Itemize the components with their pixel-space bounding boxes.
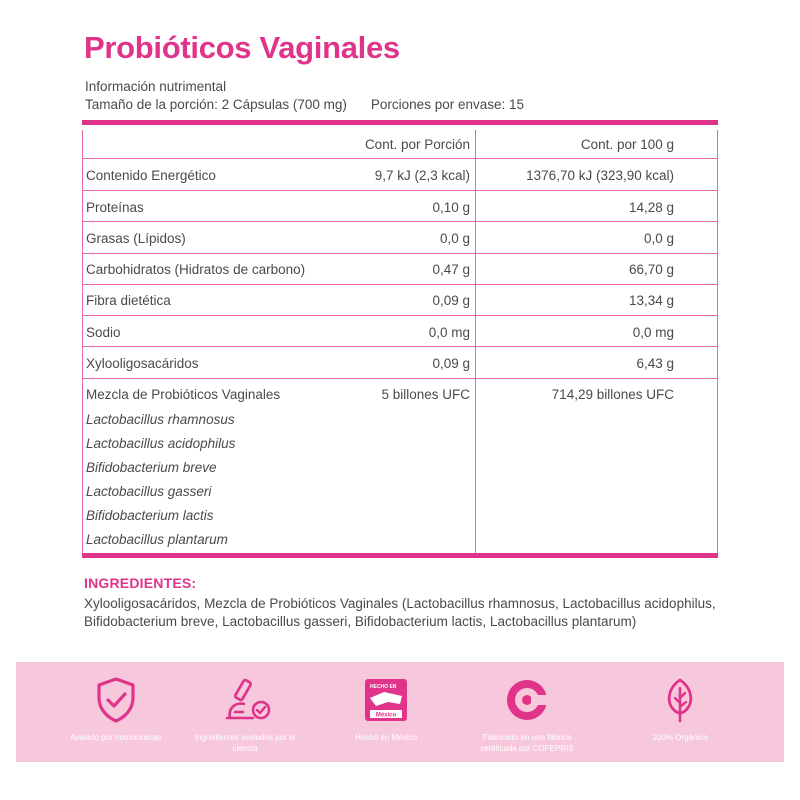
table-row-label: Xylooligosacáridos — [86, 356, 199, 371]
column-divider-right — [717, 130, 718, 553]
badge-mexico — [326, 676, 446, 743]
probiotic-strain: Bifidobacterium lactis — [86, 508, 214, 523]
product-title: Probióticos Vaginales — [84, 30, 400, 65]
table-row-label: Carbohidratos (Hidratos de carbono) — [86, 262, 306, 277]
table-row-per-100g: 0,0 g — [643, 231, 674, 246]
header-per-100g: Cont. por 100 g — [580, 137, 674, 152]
stamp-bottom-text: México — [375, 712, 397, 719]
table-row-per-serving: 0,09 g — [432, 293, 470, 308]
cofepris-icon — [503, 676, 551, 724]
shield-check-icon — [94, 676, 138, 724]
serving-info — [85, 97, 524, 112]
table-row-per-serving: 9,7 kJ (2,3 kcal) — [374, 168, 470, 183]
badge-caption: 100% Orgánico — [652, 733, 708, 742]
probiotic-strain: Lactobacillus plantarum — [86, 532, 228, 547]
table-row-per-serving: 0,0 mg — [428, 325, 470, 340]
table-row-per-100g: 14,28 g — [628, 200, 674, 215]
table-row-label: Sodio — [86, 325, 121, 340]
badge-nutritionists — [56, 676, 176, 743]
organic-leaf-icon — [656, 676, 704, 724]
badge-caption: Ingredientes avalados por la ciencia — [194, 733, 296, 753]
mexico-flag-icon — [362, 676, 410, 724]
table-row-per-100g: 6,43 g — [636, 356, 674, 371]
info-heading: Información nutrimental — [85, 79, 227, 94]
probiotic-strain: Lactobacillus acidophilus — [86, 436, 236, 451]
probiotic-strain: Lactobacillus gasseri — [86, 484, 212, 499]
table-row-label: Proteínas — [86, 200, 144, 215]
table-row-per-100g: 1376,70 kJ (323,90 kcal) — [526, 168, 674, 183]
table-row-per-serving: 0,0 g — [439, 231, 470, 246]
table-row-per-serving: 0,09 g — [432, 356, 470, 371]
table-top-bar — [82, 120, 718, 125]
table-row-per-serving: 5 billones UFC — [381, 387, 470, 402]
column-divider-left — [82, 130, 83, 553]
column-divider-middle — [475, 130, 476, 553]
stamp-top-text: HECHO EN — [370, 684, 397, 690]
table-row-per-serving: 0,47 g — [432, 262, 470, 277]
table-bottom-bar — [82, 553, 718, 558]
probiotic-strain: Lactobacillus rhamnosus — [86, 412, 235, 427]
row-divider — [82, 253, 718, 254]
table-row-label: Contenido Energético — [86, 168, 216, 183]
row-divider — [82, 190, 718, 191]
table-row-per-100g: 13,34 g — [628, 293, 674, 308]
serving-size: Tamaño de la porción: 2 Cápsulas (700 mg) — [85, 97, 347, 112]
table-row-per-100g: 0,0 mg — [632, 325, 674, 340]
badge-science — [185, 676, 305, 754]
ingredients-heading: INGREDIENTES: — [84, 575, 197, 591]
servings-per-container: Porciones por envase: 15 — [370, 97, 525, 112]
row-divider — [82, 378, 718, 379]
row-divider — [82, 221, 718, 222]
row-divider — [82, 284, 718, 285]
badge-cofepris — [467, 676, 587, 754]
badge-organic — [620, 676, 740, 743]
ingredients-text: Xylooligosacáridos, Mezcla de Probióticos Vaginales (Lactobacillus rhamnosus, Lactobacillus acidophilus, Bifidobacterium breve, Lactobacillus gasseri, Bifidobacterium lactis, Lactobacillus plantarum) — [84, 596, 716, 629]
badge-caption: Hecho en México — [355, 733, 417, 742]
table-row-per-serving: 0,10 g — [432, 200, 470, 215]
table-row-per-100g: 714,29 billones UFC — [551, 387, 674, 402]
table-row-label: Fibra dietética — [86, 293, 171, 308]
microscope-check-icon — [215, 676, 275, 724]
row-divider — [82, 158, 718, 159]
table-row-label: Grasas (Lípidos) — [86, 231, 186, 246]
header-per-serving: Cont. por Porción — [364, 137, 470, 152]
badge-caption: Avalado por nutricionistas — [70, 733, 162, 742]
badge-caption: Fabricado en una fábrica certificada por COFEPRIS — [480, 733, 574, 753]
row-divider — [82, 315, 718, 316]
table-row-per-100g: 66,70 g — [628, 262, 674, 277]
probiotic-strain: Bifidobacterium breve — [86, 460, 217, 475]
row-divider — [82, 346, 718, 347]
table-row-label: Mezcla de Probióticos Vaginales — [86, 387, 281, 402]
